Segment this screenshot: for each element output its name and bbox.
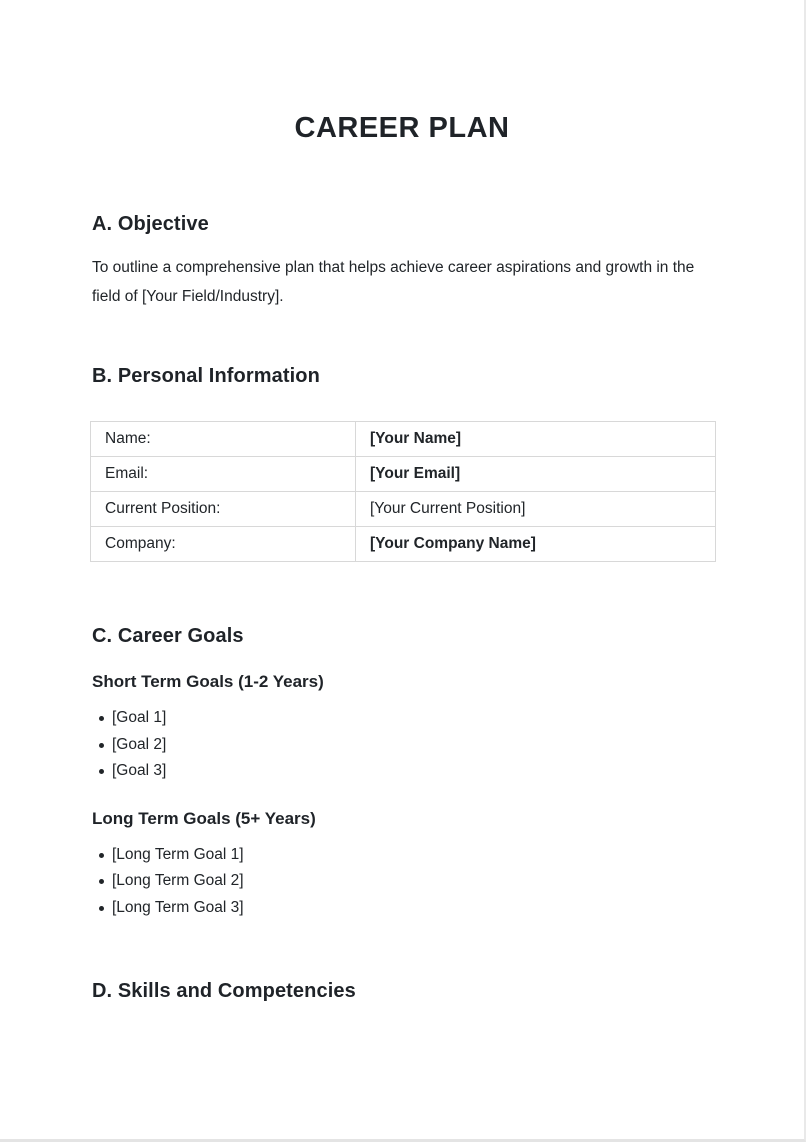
bullet-icon — [99, 769, 104, 774]
goal-text: [Long Term Goal 2] — [112, 872, 244, 889]
short-term-goal-list — [92, 705, 712, 785]
table-row — [91, 492, 716, 527]
section-heading-skills-and-competencies: D. Skills and Competencies — [92, 980, 356, 1002]
goal-text: [Long Term Goal 3] — [112, 898, 244, 916]
list-item — [112, 758, 712, 785]
goal-text: [Goal 3] — [112, 762, 167, 779]
row-label-current-position: Current Position: — [91, 492, 356, 527]
row-label-email: Email: — [91, 457, 356, 492]
list-item — [112, 895, 712, 922]
goal-text: [Goal 2] — [112, 735, 167, 753]
table-row — [91, 422, 716, 457]
page-title: CAREER PLAN — [294, 112, 510, 144]
list-item — [112, 705, 712, 732]
row-label-company: Company: — [91, 527, 356, 562]
row-value-current-position: [Your Current Position] — [356, 492, 716, 527]
bullet-icon — [99, 716, 104, 721]
section-heading-objective: A. Objective — [92, 213, 209, 235]
row-label-name: Name: — [91, 422, 356, 457]
personal-info-table — [90, 421, 716, 562]
list-item — [112, 868, 712, 895]
table-row — [91, 527, 716, 562]
row-value-company: [Your Company Name] — [356, 527, 716, 562]
row-value-name: [Your Name] — [356, 422, 716, 457]
goal-text: [Long Term Goal 1] — [112, 845, 244, 863]
list-item — [112, 842, 712, 869]
long-term-goal-list — [92, 842, 712, 922]
bullet-icon — [99, 853, 104, 858]
section-heading-personal-information: B. Personal Information — [92, 365, 320, 387]
objective-paragraph: To outline a comprehensive plan that helps achieve career aspirations and growth in the field of [Your Field/Industry]. — [92, 259, 695, 305]
bullet-icon — [99, 743, 104, 748]
table-row — [91, 457, 716, 492]
goal-text: [Goal 1] — [112, 709, 167, 726]
bullet-icon — [99, 879, 104, 884]
bullet-icon — [99, 906, 104, 911]
subheading-long-term-goals: Long Term Goals (5+ Years) — [92, 808, 316, 828]
section-heading-career-goals: C. Career Goals — [92, 625, 244, 647]
list-item — [112, 732, 712, 759]
subheading-short-term-goals: Short Term Goals (1-2 Years) — [92, 672, 324, 691]
row-value-email: [Your Email] — [356, 457, 716, 492]
